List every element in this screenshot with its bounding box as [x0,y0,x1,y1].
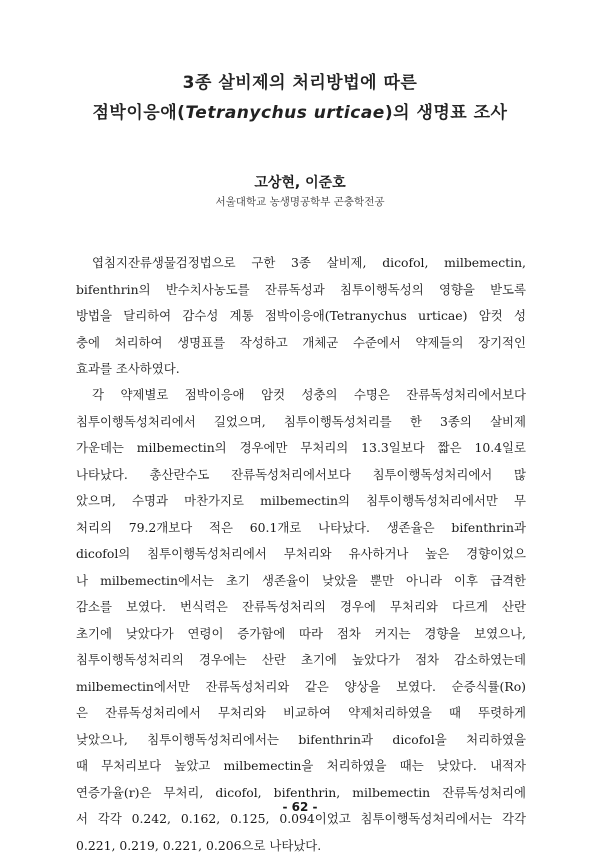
text-line: 엽침지잔류생물검정법으로 구한 3종 살비제, dicofol, milbemectin, [76,250,526,277]
text-line: 0.221, 0.219, 0.221, 0.206으로 나타났다. [76,833,526,859]
text-line: 서 각각 0.242, 0.162, 0.125, 0.094이었고 침투이행독성처리에서는 각각 [76,806,526,833]
text-line: 침투이행독성처리에서 길었으며, 침투이행독성처리를 한 3종의 살비제 [76,409,526,436]
text-line: 가운데는 milbemectin의 경우에만 무처리의 13.3일보다 짧은 10.4일로 [76,435,526,462]
text-line: 초기에 낮았다가 연령이 증가함에 따라 점차 커지는 경향을 보였으나, [76,621,526,648]
abstract-paragraph-1 [76,250,526,383]
affiliation: 서울대학교 농생명공학부 곤충학전공 [0,194,600,209]
authors: 고상현, 이준호 [0,172,600,192]
text-line: 침투이행독성처리의 경우에는 산란 초기에 높았다가 점차 감소하였는데 [76,647,526,674]
text-line: 때 무처리보다 높았고 milbemectin을 처리하였을 때는 낮았다. 내적자 [76,753,526,780]
text-line: 각 약제별로 점박이응애 암컷 성충의 수명은 잔류독성처리에서보다 [76,382,526,409]
species-name-italic: Tetranychus urticae [185,103,384,123]
text-line: dicofol의 침투이행독성처리에서 무처리와 유사하거나 높은 경향이었으 [76,541,526,568]
paper-title-line-2 [0,98,600,123]
paper-title-line-1: 3종 살비제의 처리방법에 따른 [0,68,600,93]
abstract-paragraph-2 [76,382,526,859]
text-line: 았으며, 수명과 마찬가지로 milbemectin의 침투이행독성처리에서만 무 [76,488,526,515]
page-number: - 62 - [0,800,600,814]
text-line: 방법을 달리하여 감수성 계통 점박이응애(Tetranychus urticae) 암컷 성 [76,303,526,330]
text-line: 은 잔류독성처리에서 무처리와 비교하여 약제처리하였을 때 뚜렷하게 [76,700,526,727]
text-line: 감소를 보였다. 번식력은 잔류독성처리의 경우에 무처리와 다르게 산란 [76,594,526,621]
text-line: 나 milbemectin에서는 초기 생존율이 낮았을 뿐만 아니라 이후 급격한 [76,568,526,595]
title-suffix: )의 생명표 조사 [385,103,508,123]
title-prefix: 점박이응애( [93,103,186,123]
text-line: bifenthrin의 반수치사농도를 잔류독성과 침투이행독성의 영향을 받도록 [76,277,526,304]
text-line: milbemectin에서만 잔류독성처리와 같은 양상을 보였다. 순증식률(Ro) [76,674,526,701]
text-line: 충에 처리하여 생명표를 작성하고 개체군 수준에서 약제들의 장기적인 [76,330,526,357]
text-line: 연증가율(r)은 무처리, dicofol, bifenthrin, milbemectin 잔류독성처리에 [76,780,526,807]
text-line: 나타났다. 총산란수도 잔류독성처리에서보다 침투이행독성처리에서 많 [76,462,526,489]
text-line: 처리의 79.2개보다 적은 60.1개로 나타났다. 생존율은 bifenthrin과 [76,515,526,542]
text-line: 낮았으나, 침투이행독성처리에서는 bifenthrin과 dicofol을 처리하였을 [76,727,526,754]
text-line: 효과를 조사하였다. [76,356,526,383]
